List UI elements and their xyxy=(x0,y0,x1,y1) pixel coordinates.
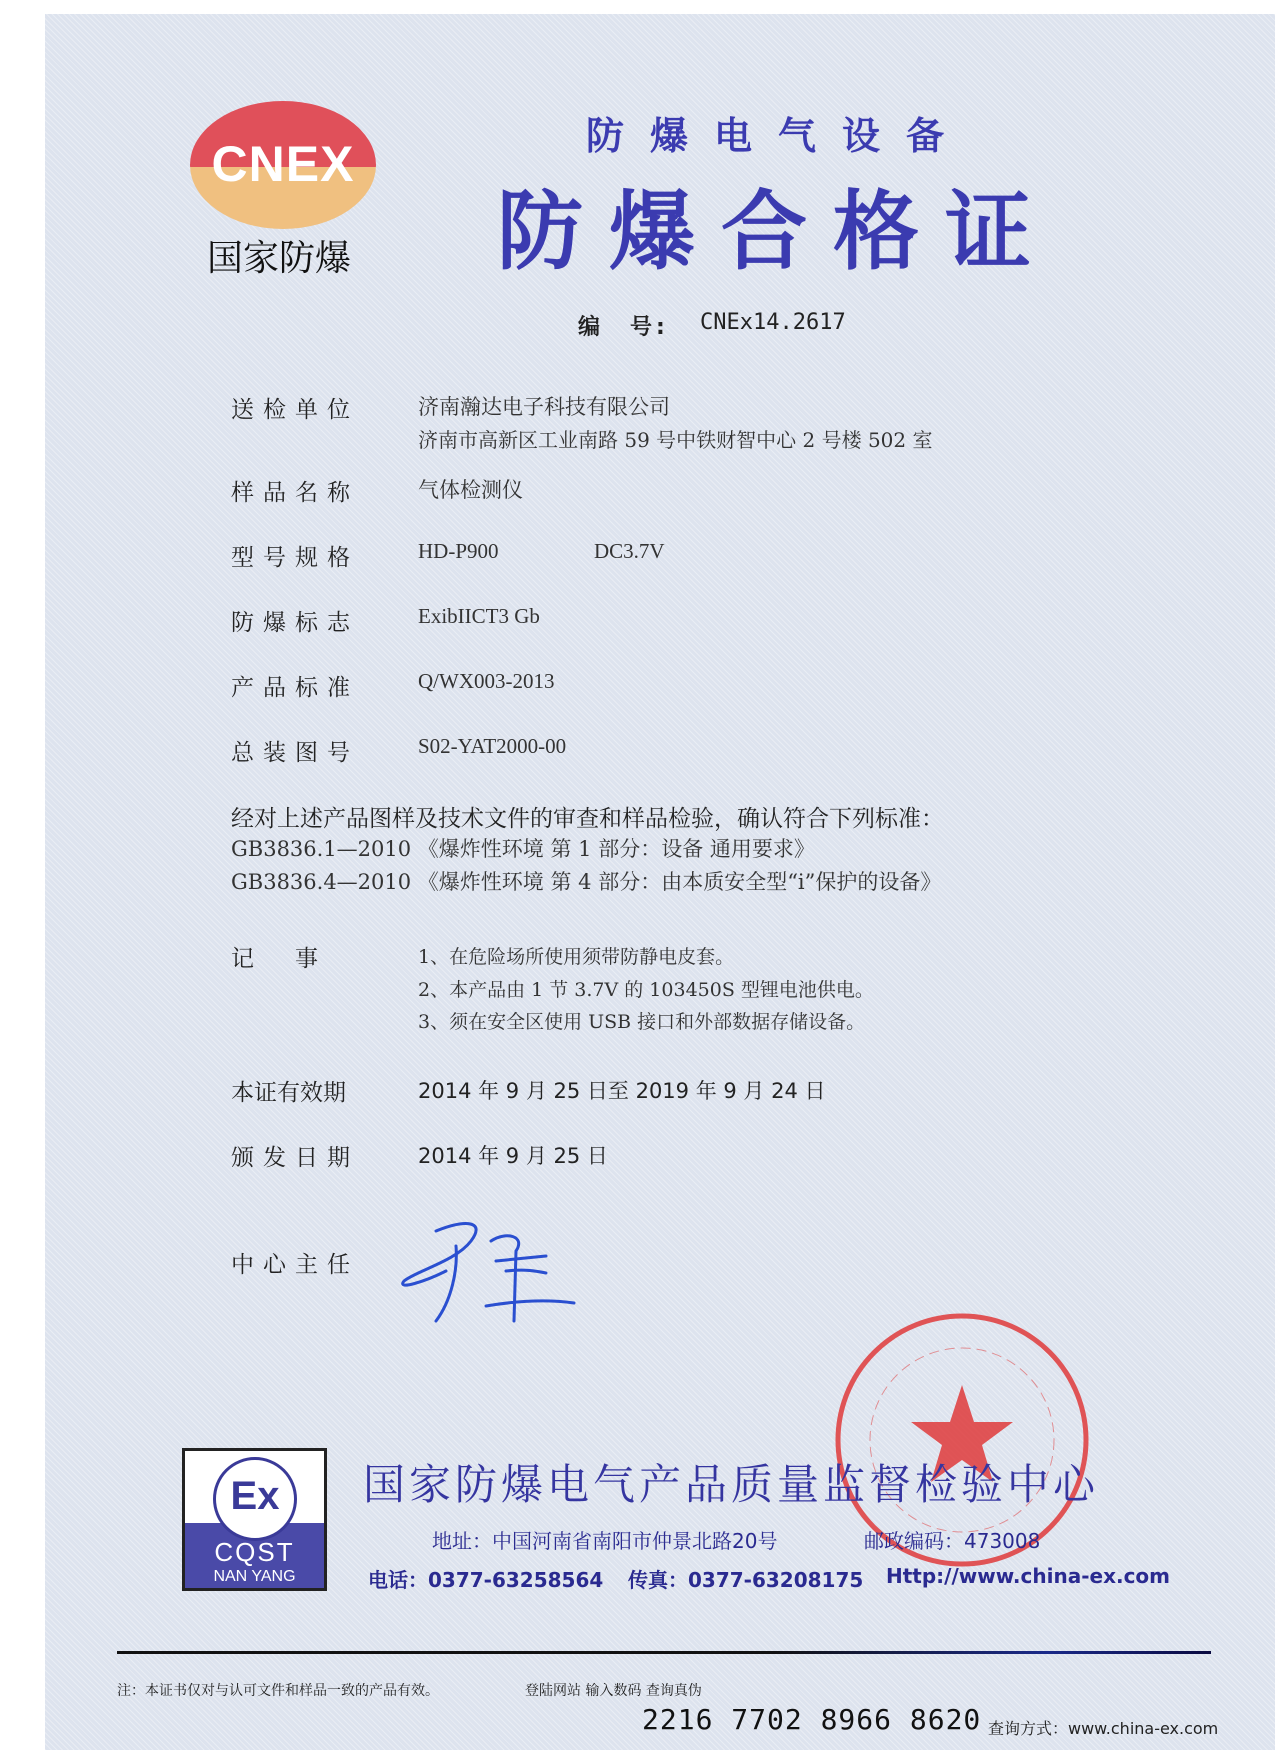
issuer-postcode: 邮政编码：473008 xyxy=(864,1529,1041,1553)
conformity-statement: 经对上述产品图样及技术文件的审查和样品检验，确认符合下列标准： xyxy=(231,806,944,832)
issue-date-value: 2014 年 9 月 25 日 xyxy=(418,1144,608,1168)
issuer-phone: 电话：0377-63258564 xyxy=(368,1568,604,1592)
conformity-standard-1: GB3836.1—2010 《爆炸性环境 第 1 部分：设备 通用要求》 xyxy=(231,837,815,861)
footer-verify: 登陆网站 输入数码 查询真伪 xyxy=(525,1683,702,1699)
ex-mark-label: 防爆标志 xyxy=(231,610,359,636)
standard-value: Q/WX003-2013 xyxy=(418,669,555,693)
product-label: 样品名称 xyxy=(231,480,359,506)
issuer-fax: 传真：0377-63208175 xyxy=(628,1568,864,1592)
cqst-logo-ex: Ex xyxy=(230,1474,280,1518)
drawing-value: S02-YAT2000-00 xyxy=(418,734,567,758)
conformity-standard-2: GB3836.4—2010 《爆炸性环境 第 4 部分：由本质安全型“i”保护的设备》 xyxy=(231,870,942,894)
footer-query: 查询方式：www.china-ex.com xyxy=(988,1719,1219,1738)
ex-mark-value: ExibIICT3 Gb xyxy=(418,604,540,628)
validity-label: 本证有效期 xyxy=(231,1080,346,1106)
applicant-address: 济南市高新区工业南路 59 号中铁财智中心 2 号楼 502 室 xyxy=(418,428,933,452)
applicant-label: 送检单位 xyxy=(231,397,359,423)
certificate-number-label: 编 号: xyxy=(578,315,669,340)
certificate-subtitle: 防爆电气设备 xyxy=(586,114,971,158)
director-signature xyxy=(396,1211,576,1331)
verification-code: 2216 7702 8966 8620 xyxy=(642,1703,982,1736)
director-label: 中心主任 xyxy=(231,1252,359,1278)
drawing-label: 总装图号 xyxy=(231,740,359,766)
footer-divider xyxy=(117,1651,1211,1654)
notes-label: 记 事 xyxy=(231,946,327,972)
certificate-number: CNEx14.2617 xyxy=(700,310,846,335)
product-value: 气体检测仪 xyxy=(418,478,523,502)
issuer-address: 地址：中国河南省南阳市仲景北路20号 xyxy=(432,1529,778,1553)
cnex-logo-text: CNEX xyxy=(211,136,355,192)
logo-caption: 国家防爆 xyxy=(207,238,352,279)
model-label: 型号规格 xyxy=(231,545,359,571)
footer-note: 注：本证书仅对与认可文件和样品一致的产品有效。 xyxy=(117,1683,439,1699)
cqst-logo xyxy=(182,1448,327,1591)
cqst-logo-city: NAN YANG xyxy=(213,1568,296,1585)
issuer-name: 国家防爆电气产品质量监督检验中心 xyxy=(363,1460,1100,1509)
issue-date-label: 颁发日期 xyxy=(231,1145,359,1171)
standard-label: 产品标准 xyxy=(231,675,359,701)
issuer-website[interactable]: Http://www.china-ex.com xyxy=(886,1564,1171,1588)
validity-value: 2014 年 9 月 25 日至 2019 年 9 月 24 日 xyxy=(418,1079,826,1103)
model-value: HD-P900 xyxy=(418,539,499,563)
voltage-value: DC3.7V xyxy=(594,539,665,563)
certificate-title: 防爆合格证 xyxy=(497,182,1057,282)
cqst-logo-cqst: CQST xyxy=(214,1537,295,1567)
note-item-2: 2、本产品由 1 节 3.7V 的 103450S 型锂电池供电。 xyxy=(418,979,874,1001)
note-item-1: 1、在危险场所使用须带防静电皮套。 xyxy=(418,946,735,968)
applicant-value: 济南瀚达电子科技有限公司 xyxy=(418,395,670,419)
cnex-logo xyxy=(190,101,376,229)
note-item-3: 3、须在安全区使用 USB 接口和外部数据存储设备。 xyxy=(418,1011,866,1033)
